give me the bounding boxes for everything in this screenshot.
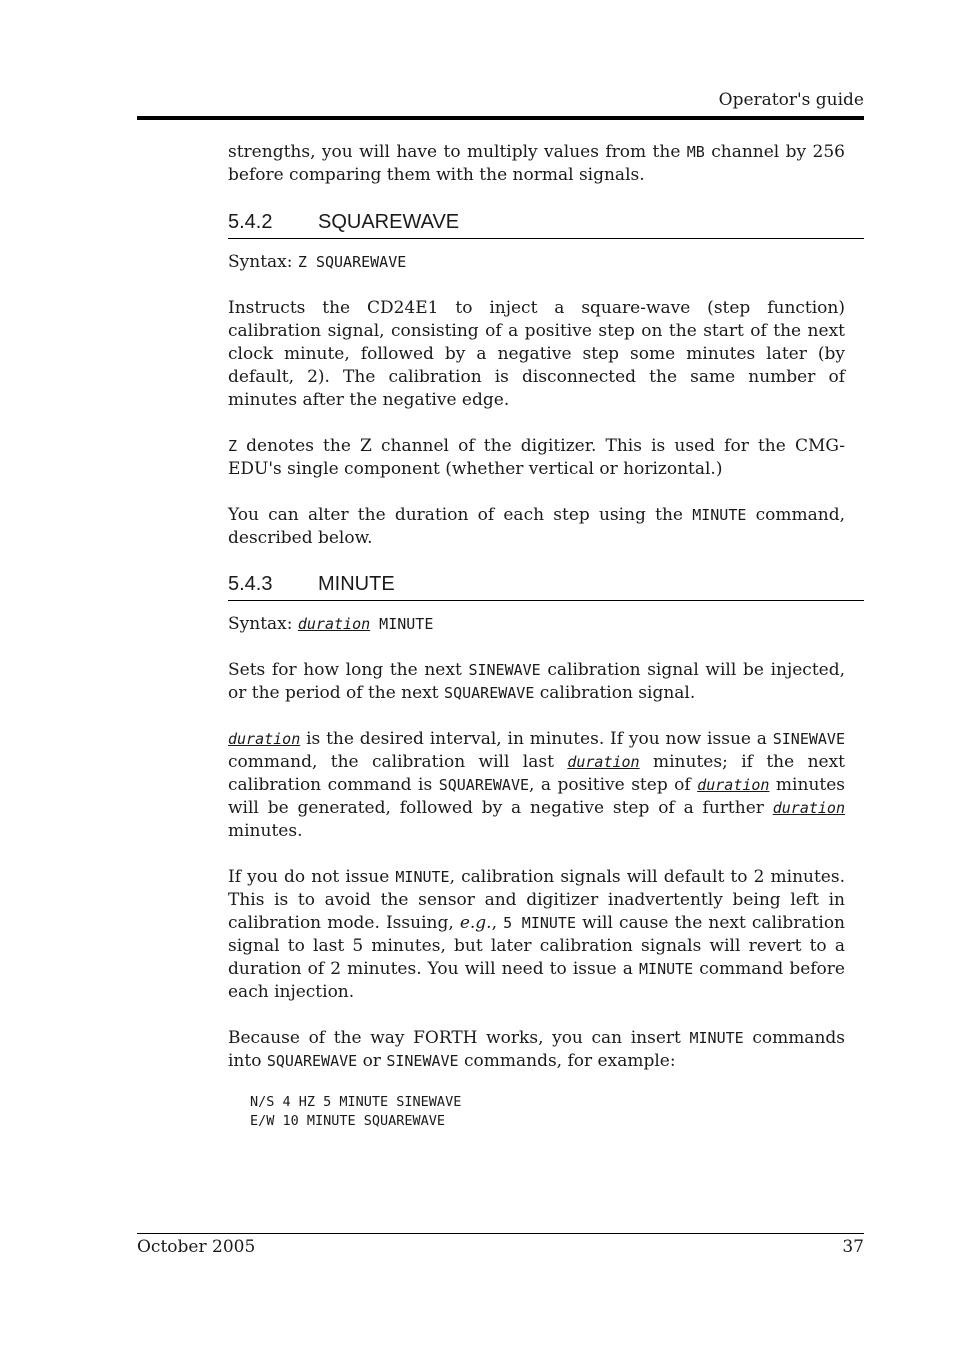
header-rule [137, 116, 864, 120]
section-title: SQUAREWAVE [318, 211, 460, 233]
section-number: 5.4.2 [228, 211, 273, 233]
text: , [491, 913, 504, 933]
text: will cause the next calibration signal to last 5 minutes, but later calibration signals will revert to a duration of 2 minutes. You will need to issue a [228, 913, 846, 979]
text: or [357, 1051, 387, 1071]
text: You can alter the duration of each step using the [228, 505, 693, 525]
section-number: 5.4.3 [228, 573, 273, 595]
running-header: Operator's guide [718, 90, 864, 110]
syntax-line [228, 251, 845, 274]
page-number: 37 [842, 1237, 864, 1257]
code: MB [686, 143, 705, 161]
section-heading-squarewave [228, 210, 864, 239]
syntax-label: Syntax: [228, 614, 298, 634]
text: , a positive step of [529, 775, 698, 795]
text: channel by 256 before comparing them with the normal signals. [228, 142, 845, 185]
code: SQUAREWAVE [438, 776, 530, 794]
syntax-code: Z SQUAREWAVE [297, 253, 407, 271]
page-content [228, 141, 845, 1131]
text: strengths, you will have to multiply values from the [228, 142, 687, 162]
code: 5 MINUTE [503, 914, 576, 932]
paragraph [228, 659, 845, 705]
variable: duration [228, 730, 301, 748]
code-line: E/W 10 MINUTE SQUAREWAVE [250, 1113, 446, 1129]
code: SQUAREWAVE [444, 684, 535, 702]
text: calibration signal will be injected, or the period of the next [228, 660, 845, 703]
code-line: N/S 4 HZ 5 MINUTE SINEWAVE [250, 1094, 462, 1110]
text: Sets for how long the next [228, 660, 469, 680]
syntax-variable: duration [297, 615, 371, 633]
code: SINEWAVE [386, 1052, 459, 1070]
syntax-line [228, 613, 845, 636]
footer-rule [137, 1233, 864, 1234]
text: calibration signal. [534, 683, 696, 703]
paragraph: Instructs the CD24E1 to inject a square-wave (step function) calibration signal, consisting of a positive step on the start of the next clock minute, followed by a negative step some minutes later (by default, 2). The calibration is disconnected the same number of minutes after the negative edge. [228, 298, 845, 410]
text: command, the calibration will last [228, 752, 568, 772]
text: , calibration signals will default to 2 minutes. This is to avoid the sensor and digitizer inadvertently being left in calibration mode. Issuing, [228, 867, 845, 933]
intro-paragraph [228, 141, 845, 187]
code: SINEWAVE [772, 730, 845, 748]
paragraph [228, 435, 845, 481]
code-example [250, 1093, 845, 1131]
text: denotes the Z channel of the digitizer. This is used for the CMG-EDU's single component (whether vertical or horizontal.) [228, 436, 845, 479]
text: command before each injection. [228, 959, 845, 1002]
text: minutes will be generated, followed by a negative step of a further [228, 775, 846, 818]
text: is the desired interval, in minutes. If you now issue a [300, 729, 773, 749]
text: minutes; if the next calibration command is [228, 752, 845, 795]
code: MINUTE [692, 506, 747, 524]
variable: duration [567, 753, 640, 771]
text: If you do not issue [228, 867, 396, 887]
text: command, described below. [228, 505, 845, 548]
text: commands into [228, 1028, 845, 1071]
text: minutes. [228, 821, 303, 841]
code: MINUTE [639, 960, 694, 978]
variable: duration [772, 799, 845, 817]
emphasis: e.g. [459, 913, 492, 933]
paragraph [228, 504, 845, 550]
footer-date: October 2005 [137, 1237, 256, 1257]
syntax-label: Syntax: [228, 252, 298, 272]
paragraph [228, 1027, 845, 1073]
text: Because of the way FORTH works, you can insert [228, 1028, 690, 1048]
code: MINUTE [395, 868, 450, 886]
section-title: MINUTE [318, 573, 395, 595]
syntax-code: MINUTE [370, 615, 434, 633]
text: commands, for example: [458, 1051, 676, 1071]
variable: duration [697, 776, 770, 794]
code: SQUAREWAVE [266, 1052, 358, 1070]
code: MINUTE [689, 1029, 744, 1047]
paragraph [228, 728, 845, 843]
paragraph [228, 866, 845, 1004]
section-heading-minute [228, 572, 864, 601]
code: SINEWAVE [468, 661, 541, 679]
code: Z [228, 437, 238, 455]
